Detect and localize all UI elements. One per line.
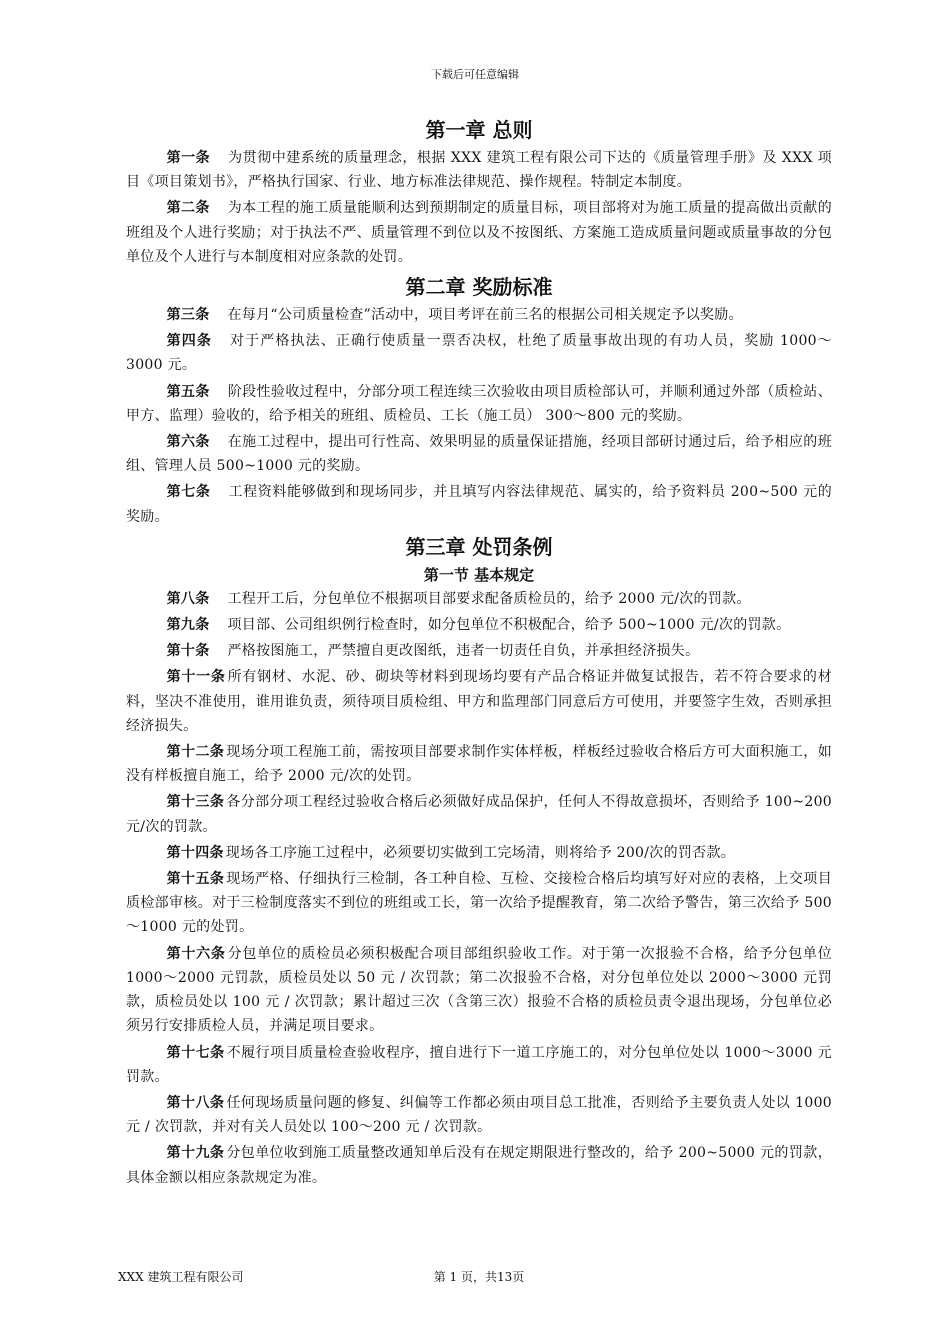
article-label: 第十条: [166, 643, 210, 660]
chapter-title: 第三章 处罚条例: [405, 534, 553, 559]
article: [126, 380, 832, 428]
article-label: 第五条: [166, 383, 210, 400]
article: [126, 196, 832, 269]
article: [126, 867, 832, 940]
article-text: 在每月“公司质量检查”活动中，项目考评在前三名的根据公司相关规定予以奖励。: [227, 307, 743, 324]
article-text: 任何现场质量问题的修复、纠偏等工作都必须由项目总工批准，否则给予主要负责人处以 1000 元 / 次罚款，并对有关人员处以 100～200 元 / 次罚款。: [126, 1094, 833, 1136]
article-label: 第十四条: [166, 844, 224, 861]
article-label: 第十八条: [166, 1094, 225, 1111]
article-text: 工程开工后，分包单位不根据项目部要求配备质检员的，给予 2000 元/次的罚款。: [227, 590, 751, 607]
document-body: [126, 114, 832, 1192]
article-label: 第九条: [166, 617, 210, 634]
chapter-title: 第二章 奖励标准: [405, 275, 553, 300]
article-label: 第一条: [166, 150, 211, 166]
article: [126, 480, 832, 528]
article-text: 现场分项工程施工前，需按项目部要求制作实体样板，样板经过验收合格后方可大面积施工，如没有样板擅自施工，给予 2000 元/次的处罚。: [126, 744, 832, 785]
article-label: 第十一条: [166, 669, 226, 686]
article-text: 为本工程的施工质量能顺利达到预期制定的质量目标，项目部将对为施工质量的提高做出贡献的班组及个人进行奖励；对于执法不严、质量管理不到位以及不按图纸、方案施工造成质量问题或质量事故的分包单位及个人进行与本制度相对应条款的处罚。: [126, 200, 832, 265]
article-label: 第二条: [166, 200, 210, 217]
article-text: 分包单位收到施工质量整改通知单后没有在规定期限进行整改的，给予 200~5000 元的罚款，具体金额以相应条款规定为准。: [126, 1145, 832, 1186]
article-label: 第十九条: [166, 1145, 225, 1162]
article: [126, 740, 832, 788]
article: [126, 841, 832, 865]
article-text: 严格按图施工，严禁擅自更改图纸，违者一切责任自负，并承担经济损失。: [227, 643, 700, 660]
article-text: 分包单位的质检员必须积极配合项目部组织验收工作。对于第一次报验不合格，给予分包单位 1000～2000 元罚款，质检员处以 50 元 / 次罚款；第二次报验不合格，对分包单位处以 2000～3000 元罚款，质检员处以 100 元 / 次罚款；累计超过三次（含第三次）报验不合格的质检员责令退出现场，分包单位必须另行安排质检人员，并满足项目要求。: [126, 945, 832, 1035]
article-text: 为贯彻中建系统的质量理念，根据 XXX 建筑工程有限公司下达的《质量管理手册》及 XXX 项目《项目策划书》，严格执行国家、行业、地方标准法律规范、操作规程。特制定本制度。: [126, 150, 832, 191]
article-text: 阶段性验收过程中，分部分项工程连续三次验收由项目质检部认可，并顺利通过外部（质检站、甲方、监理）验收的，给予相关的班组、质检员、工长（施工员） 300～800 元的奖励。: [126, 383, 832, 424]
article: [126, 303, 832, 327]
article: [126, 639, 832, 663]
article: [126, 1141, 832, 1189]
article-label: 第十三条: [166, 794, 225, 811]
page-header: 下载后可任意编辑: [431, 68, 519, 81]
article-label: 第六条: [166, 434, 210, 451]
article-text: 各分部分项工程经过验收合格后必须做好成品保护，任何人不得故意损坏，否则给予 100~200 元/次的罚款。: [126, 794, 832, 835]
article-label: 第四条: [166, 333, 212, 350]
article-label: 第七条: [166, 484, 211, 501]
article: [126, 665, 832, 738]
article: [126, 430, 832, 478]
article-label: 第十六条: [166, 945, 226, 962]
article-text: 在施工过程中，提出可行性高、效果明显的质量保证措施，经项目部研讨通过后，给予相应的班组、管理人员 500~1000 元的奖励。: [126, 434, 832, 475]
article: [126, 942, 832, 1039]
article: [126, 613, 832, 637]
article: [126, 146, 832, 194]
footer-company: XXX 建筑工程有限公司: [118, 1270, 244, 1284]
article: [126, 790, 832, 838]
article-text: 现场严格、仔细执行三检制，各工种自检、互检、交接检合格后均填写好对应的表格，上交项目质检部审核。对于三检制度落实不到位的班组或工长，第一次给予提醒教育，第二次给予警告，第三次给予 500～1000 元的处罚。: [126, 871, 832, 936]
article-text: 工程资料能够做到和现场同步，并且填写内容法律规范、属实的，给予资料员 200~500 元的奖励。: [126, 484, 832, 525]
chapter-title: 第一章 总则: [425, 118, 533, 142]
page-number: 第 1 页，共13页: [433, 1270, 525, 1284]
article: [126, 1091, 832, 1139]
article-text: 现场各工序施工过程中，必须要切实做到工完场清，则将给予 200/次的罚否款。: [225, 844, 736, 861]
article-label: 第十二条: [166, 744, 225, 761]
section-title: 第一节 基本规定: [423, 565, 535, 584]
article-text: 项目部、公司组织例行检查时，如分包单位不积极配合，给予 500~1000 元/次的罚款。: [227, 617, 791, 634]
article-text: 不履行项目质量检查验收程序，擅自进行下一道工序施工的，对分包单位处以 1000～3000 元罚款。: [126, 1044, 832, 1085]
article-label: 第十七条: [166, 1044, 225, 1061]
article-text: 所有钢材、水泥、砂、砌块等材料到现场均要有产品合格证并做复试报告，若不符合要求的材料，坚决不准使用，谁用谁负责，须待项目质检组、甲方和监理部门同意后方可使用，并要签字生效，否则承担经济损失。: [126, 669, 832, 734]
article-label: 第三条: [166, 307, 210, 324]
article: [126, 329, 832, 377]
article-text: 对于严格执法、正确行使质量一票否决权，杜绝了质量事故出现的有功人员，奖励 1000～3000 元。: [126, 333, 832, 374]
article: [126, 1041, 832, 1089]
article-label: 第十五条: [166, 871, 225, 888]
article-label: 第八条: [166, 590, 210, 607]
article: [126, 587, 832, 611]
